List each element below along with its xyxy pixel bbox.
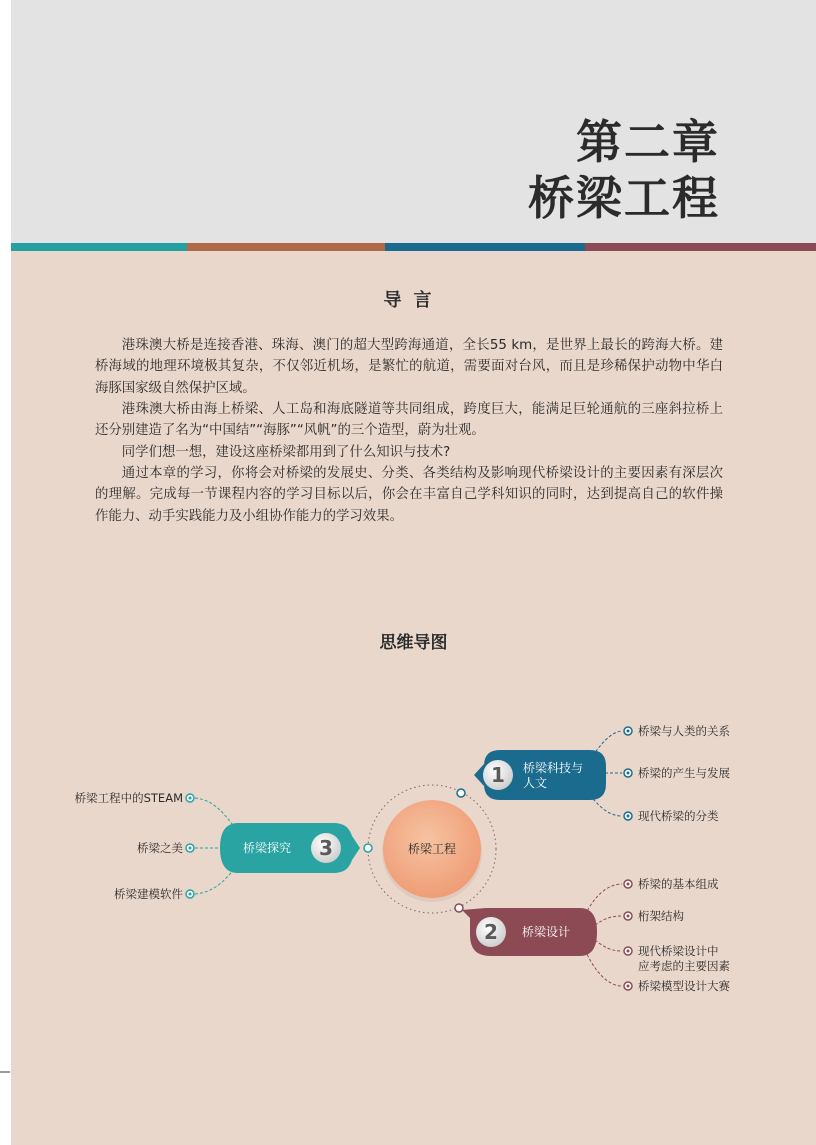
- leaf-truss-structure: 桁架结构: [638, 909, 684, 923]
- leaf-design-factors-line1: 现代桥梁设计中: [638, 944, 719, 958]
- leaf-bridge-components: 桥梁的基本组成: [638, 877, 719, 891]
- center-label: 桥梁工程: [407, 842, 457, 856]
- branch2-items: [624, 877, 730, 993]
- branch2-number: 2: [484, 920, 498, 944]
- link-dot-1: [457, 789, 465, 797]
- chapter-title: 桥梁工程: [528, 171, 720, 225]
- leaf-modeling-software: 桥梁建模软件: [114, 887, 183, 901]
- branch3-label: 桥梁探究: [243, 841, 292, 855]
- intro-paragraph-4: 通过本章的学习，你将会对桥梁的发展史、分类、各类结构及影响现代桥梁设计的主要因素有深层次的理解。完成每一节课程内容的学习目标以后，你会在丰富自己学科知识的同时，达到提高自己的软件操作能力、动手实践能力及小组协作能力的学习效果。: [95, 466, 723, 524]
- branch1-items: [624, 724, 730, 823]
- branch1-label-line2: 人文: [523, 776, 548, 790]
- leaf-bridge-human-relation: 桥梁与人类的关系: [638, 724, 730, 738]
- branch3-items: [75, 791, 194, 901]
- leaf-bridge-beauty: 桥梁之美: [137, 841, 183, 855]
- link-dot-3: [364, 844, 372, 852]
- leaf-bridge-classification: 现代桥梁的分类: [638, 809, 719, 823]
- link-dot-2: [455, 904, 463, 912]
- mindmap-title: 思维导图: [379, 633, 448, 653]
- branch3-node: [220, 823, 360, 873]
- intro-title: 导言: [383, 290, 444, 311]
- branch1-label-line1: 桥梁科技与: [523, 761, 584, 775]
- branch2-node: [462, 908, 597, 956]
- leaf-model-contest: 桥梁模型设计大赛: [638, 979, 730, 993]
- chapter-number: 第二章: [576, 115, 720, 169]
- branch3-number: 3: [319, 836, 333, 860]
- leaf-design-factors-line2: 应考虑的主要因素: [638, 959, 730, 973]
- intro-paragraph-3: 同学们想一想，建设这座桥梁都用到了什么知识与技术?: [121, 445, 451, 460]
- intro-paragraph-1: 港珠澳大桥是连接香港、珠海、澳门的超大型跨海通道，全长55 km，是世界上最长的跨海大桥。建桥海域的地理环境极其复杂，不仅邻近机场，是繁忙的航道，需要面对台风，而且是珍稀保护动物中华白海豚国家级自然保护区域。: [95, 338, 723, 396]
- leaf-steam: 桥梁工程中的STEAM: [74, 791, 183, 805]
- intro-paragraph-2: 港珠澳大桥由海上桥梁、人工岛和海底隧道等共同组成，跨度巨大，能满足巨轮通航的三座斜拉桥上还分别建造了名为“中国结”“海豚”“风帆”的三个造型，蔚为壮观。: [95, 402, 723, 439]
- branch1-number: 1: [491, 763, 505, 787]
- leaf-bridge-origin: 桥梁的产生与发展: [638, 766, 730, 780]
- branch1-node: [474, 750, 606, 800]
- branch2-label: 桥梁设计: [522, 925, 571, 939]
